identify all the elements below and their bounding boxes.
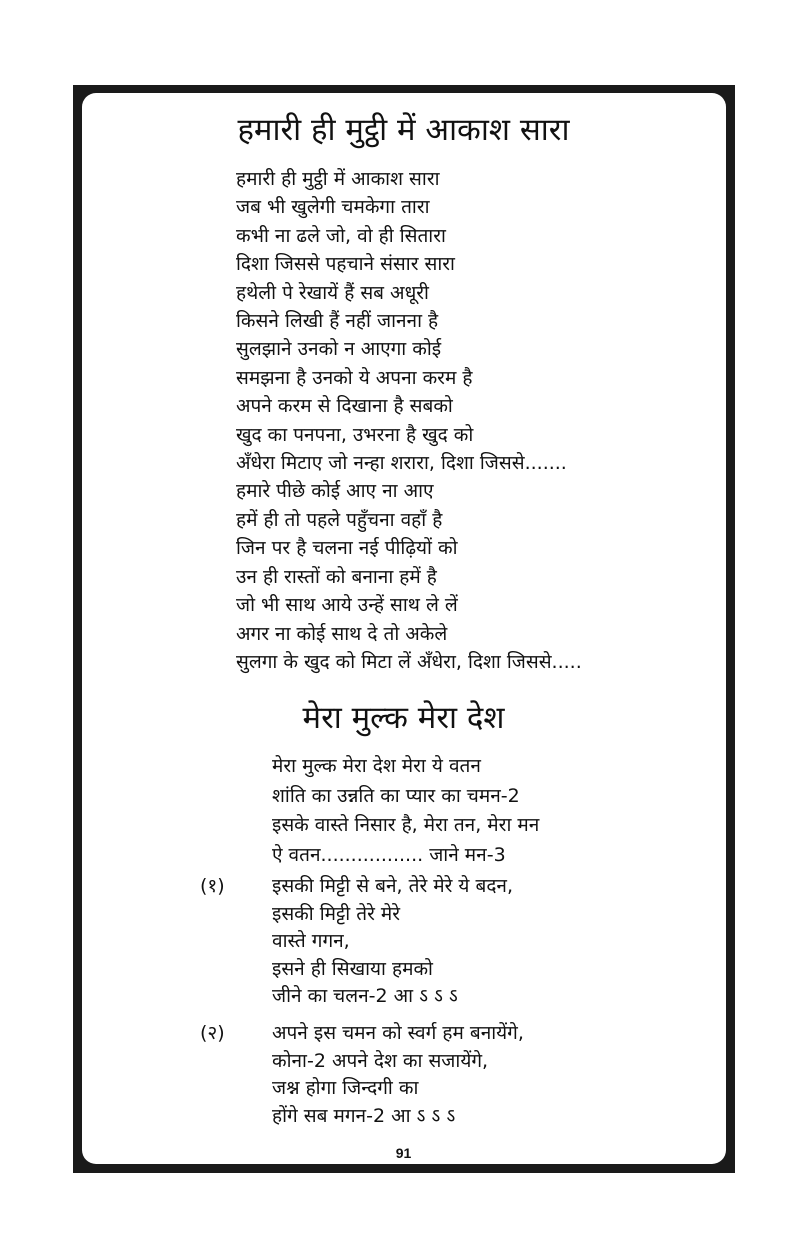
song-title-1: हमारी ही मुट्ठी में आकाश सारा bbox=[237, 112, 570, 148]
lyric-line: वास्ते गगन, bbox=[272, 930, 350, 952]
lyric-line: जब भी खुलेगी चमकेगा तारा bbox=[236, 196, 430, 219]
lyric-line: इसके वास्ते निसार है, मेरा तन, मेरा मन bbox=[272, 814, 540, 836]
song-1-lyrics bbox=[236, 165, 582, 676]
lyric-line: सुलगा के खुद को मिटा लें अँधेरा, दिशा जिससे..... bbox=[236, 650, 582, 673]
lyric-line: कोना-2 अपने देश का सजायेंगे, bbox=[272, 1049, 489, 1072]
stanza-lines bbox=[272, 1020, 524, 1130]
lyric-line: उन ही रास्तों को बनाना हमें है bbox=[236, 565, 437, 588]
lyric-line: हमारे पीछे कोई आए ना आए bbox=[236, 480, 434, 503]
lyric-line: अपने इस चमन को स्वर्ग हम बनायेंगे, bbox=[272, 1022, 524, 1044]
lyric-line: होंगे सब मगन-2 आ ऽ ऽ ऽ bbox=[272, 1104, 456, 1127]
lyric-line: समझना है उनको ये अपना करम है bbox=[236, 366, 473, 389]
stanza-number: (१) bbox=[200, 875, 225, 897]
lyric-line: जो भी साथ आये उन्हें साथ ले लें bbox=[236, 594, 458, 617]
lyric-line: जश्न होगा जिन्दगी का bbox=[272, 1077, 419, 1099]
song-title-2: मेरा मुल्क मेरा देश bbox=[302, 700, 505, 736]
lyric-line: हमें ही तो पहले पहुँचना वहाँ है bbox=[236, 508, 443, 531]
lyric-line: दिशा जिससे पहचाने संसार सारा bbox=[236, 253, 455, 276]
lyric-line: जिन पर है चलना नई पीढ़ियों को bbox=[236, 537, 458, 560]
stanza-number: (२) bbox=[200, 1022, 225, 1044]
lyric-line: खुद का पनपना, उभरना है खुद को bbox=[236, 423, 474, 446]
lyric-line: इसकी मिट्टी तेरे मेरे bbox=[272, 902, 401, 925]
lyric-line: ऐ वतन................. जाने मन-3 bbox=[272, 843, 506, 866]
lyric-line: इसने ही सिखाया हमको bbox=[272, 957, 433, 980]
lyric-line: अँधेरा मिटाए जो नन्हा शरारा, दिशा जिससे....... bbox=[236, 452, 567, 475]
lyric-line: किसने लिखी हैं नहीं जानना है bbox=[236, 310, 439, 333]
lyric-line: इसकी मिट्टी से बने, तेरे मेरे ये बदन, bbox=[272, 875, 514, 897]
song-2-refrain bbox=[272, 752, 539, 870]
lyric-line: कभी ना ढले जो, वो ही सितारा bbox=[236, 224, 446, 247]
lyric-line: अगर ना कोई साथ दे तो अकेले bbox=[236, 622, 448, 645]
page-number: 91 bbox=[395, 1145, 412, 1161]
lyric-line: अपने करम से दिखाना है सबको bbox=[236, 395, 453, 418]
lyric-line: सुलझाने उनको न आएगा कोई bbox=[236, 338, 442, 361]
lyric-line: जीने का चलन-2 आ ऽ ऽ ऽ bbox=[272, 985, 458, 1007]
stanza-lines bbox=[272, 873, 513, 1011]
lyric-line: मेरा मुल्क मेरा देश मेरा ये वतन bbox=[272, 755, 481, 777]
lyric-line: शांति का उन्नति का प्यार का चमन-2 bbox=[272, 784, 520, 807]
lyric-line: हथेली पे रेखायें हैं सब अधूरी bbox=[236, 281, 429, 304]
lyric-line: हमारी ही मुट्ठी में आकाश सारा bbox=[236, 168, 440, 190]
